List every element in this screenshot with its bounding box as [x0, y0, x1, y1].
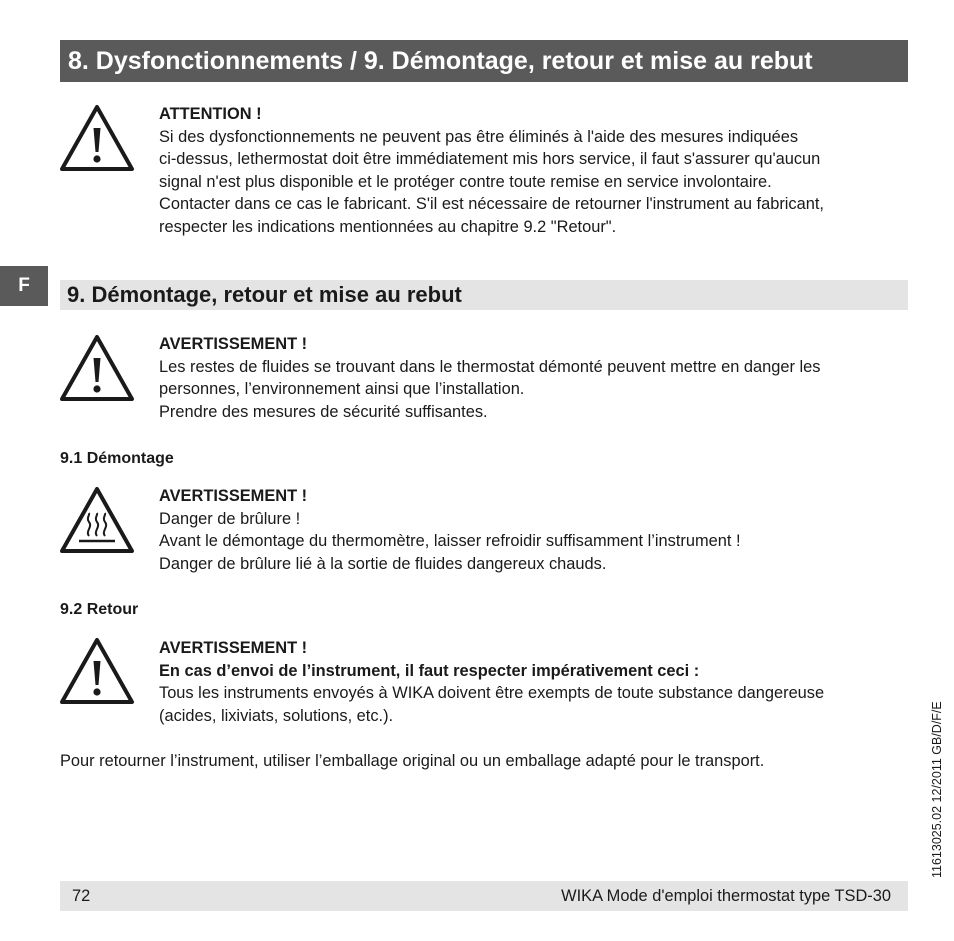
document-id: 11613025.02 12/2011 GB/D/F/E: [930, 701, 944, 878]
warning-line: Danger de brûlure lié à la sortie de fluides dangereux chauds.: [159, 554, 607, 573]
warning-line: Avant le démontage du thermomètre, laisser refroidir suffisamment l’instrument !: [159, 532, 741, 550]
language-tab: F: [0, 266, 48, 306]
warning-line: Tous les instruments envoyés à WIKA doivent être exempts de toute substance dangereuse: [159, 684, 825, 702]
page-footer: [60, 881, 908, 911]
warning-line: Danger de brûlure !: [159, 509, 301, 528]
section-9-2-title: 9.2 Retour: [60, 601, 139, 618]
attention-heading: ATTENTION !: [159, 105, 262, 123]
hot-surface-warning-icon: [59, 486, 135, 554]
warning-triangle-icon: [59, 334, 135, 402]
attention-line: respecter les indications mentionnées au chapitre 9.2 "Retour".: [159, 217, 617, 236]
section-9-title: 9. Démontage, retour et mise au rebut: [60, 280, 908, 310]
attention-block: [159, 103, 914, 238]
attention-line: signal n'est plus disponible et le protéger contre toute remise en service involontaire.: [159, 172, 772, 191]
warning-heading: AVERTISSEMENT !: [159, 335, 308, 353]
warning-triangle-icon: [59, 104, 135, 172]
warning-line: personnes, l’environnement ainsi que l’installation.: [159, 380, 525, 398]
warning-triangle-icon: [59, 637, 135, 705]
warning-line: Prendre des mesures de sécurité suffisantes.: [159, 402, 488, 421]
return-paragraph: Pour retourner l’instrument, utiliser l’emballage original ou un emballage adapté pour le transport.: [60, 752, 765, 770]
warning-line: (acides, lixiviats, solutions, etc.).: [159, 706, 394, 725]
attention-line: Si des dysfonctionnements ne peuvent pas être éliminés à l'aide des mesures indiquées: [159, 127, 799, 146]
warning-line: Les restes de fluides se trouvant dans le thermostat démonté peuvent mettre en danger les: [159, 357, 821, 376]
warning-heading: AVERTISSEMENT !: [159, 639, 308, 657]
section-9-1-warning: [159, 485, 914, 575]
attention-line: ci-dessus, lethermostat doit être immédiatement mis hors service, il faut s'assurer qu'aucun: [159, 150, 821, 168]
section-9-warning: [159, 333, 914, 423]
section-9-2-warning: [159, 637, 914, 727]
section-9-1-title: 9.1 Démontage: [60, 450, 174, 467]
page-title: 8. Dysfonctionnements / 9. Démontage, retour et mise au rebut: [60, 40, 908, 82]
page-number: 72: [72, 887, 91, 905]
attention-line: Contacter dans ce cas le fabricant. S'il est nécessaire de retourner l'instrument au fabricant,: [159, 195, 824, 213]
footer-doc-title: WIKA Mode d'emploi thermostat type TSD-30: [561, 887, 891, 905]
warning-heading: AVERTISSEMENT !: [159, 487, 308, 505]
warning-bold-line: En cas d’envoi de l’instrument, il faut respecter impérativement ceci :: [159, 661, 700, 680]
